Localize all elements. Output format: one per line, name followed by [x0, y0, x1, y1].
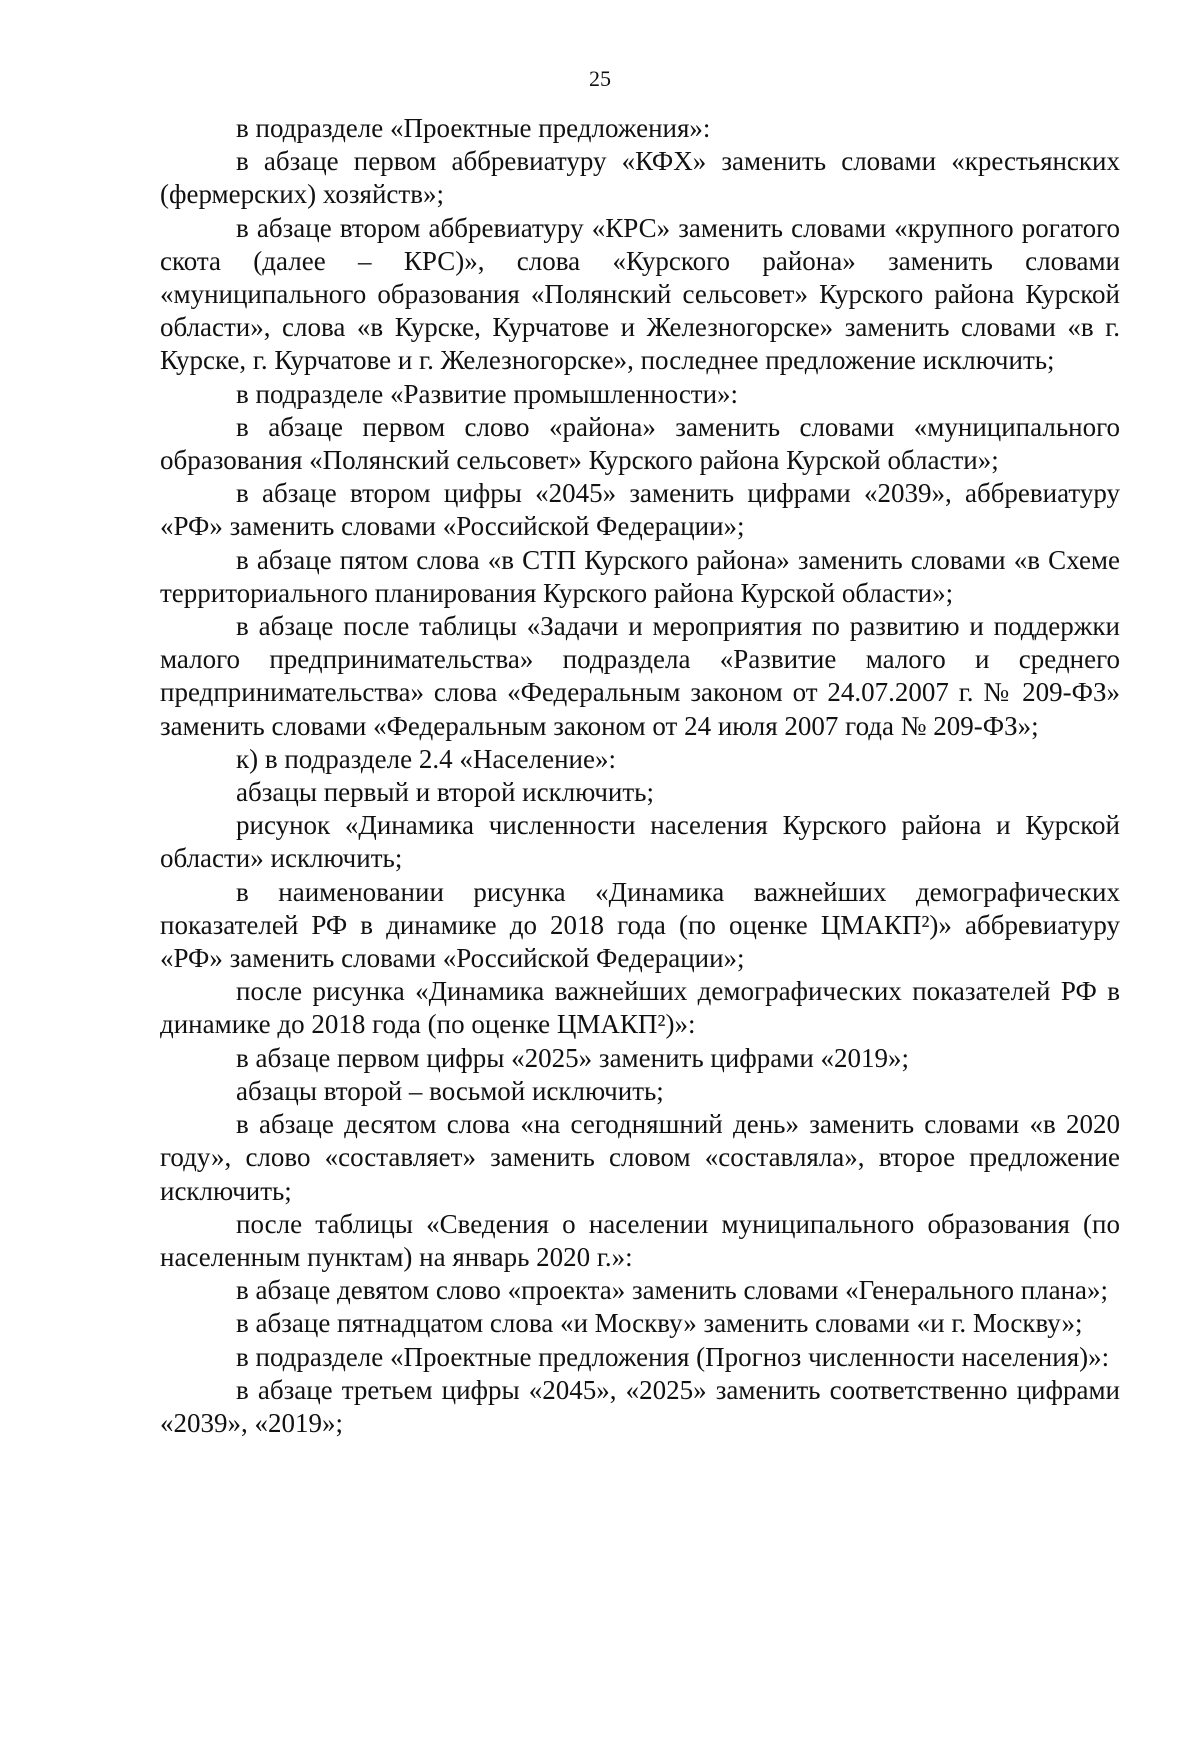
- paragraph: в подразделе «Развитие промышленности»:: [236, 378, 739, 409]
- paragraph: в абзаце пятнадцатом слова «и Москву» заменить словами «и г. Москву»;: [236, 1308, 1083, 1339]
- page-number: 25: [589, 66, 611, 91]
- paragraph: в подразделе «Проектные предложения (Прогноз численности населения)»:: [236, 1341, 1110, 1372]
- paragraph: абзацы первый и второй исключить;: [236, 777, 654, 808]
- paragraph: в абзаце девятом слово «проекта» заменить словами «Генерального плана»;: [236, 1275, 1109, 1306]
- paragraph: в абзаце третьем цифры «2045», «2025» заменить соответственно цифрами «2039», «2019»;: [160, 1374, 1120, 1438]
- document-body: [160, 112, 1120, 1440]
- paragraph: после таблицы «Сведения о населении муниципального образования (по населенным пунктам) на январь 2020 г.»:: [160, 1208, 1120, 1272]
- paragraph: в абзаце пятом слова «в СТП Курского района» заменить словами «в Схеме территориального планирования Курского района Курской области»;: [160, 544, 1120, 608]
- paragraph: в абзаце первом цифры «2025» заменить цифрами «2019»;: [236, 1042, 910, 1073]
- paragraph: в абзаце первом аббревиатуру «КФХ» заменить словами «крестьянских (фермерских) хозяйств»;: [160, 146, 1120, 210]
- paragraph: в абзаце втором аббревиатуру «КРС» заменить словами «крупного рогатого скота (далее – КРС)», слова «Курского района» заменить словами «муниципального образования «Полянский сельсовет» Курского района Курской области», слова «в Курске, Курчатове и Железногорске» заменить словами «в г. Курске, г. Курчатове и г. Железногорске», последнее предложение исключить;: [160, 212, 1120, 376]
- paragraph: в подразделе «Проектные предложения»:: [236, 113, 711, 143]
- paragraph: в наименовании рисунка «Динамика важнейших демографических показателей РФ в динамике до 2018 года (по оценке ЦМАКП²)» аббревиатуру «РФ» заменить словами «Российской Федерации»;: [160, 876, 1120, 974]
- paragraph: абзацы второй – восьмой исключить;: [236, 1075, 664, 1106]
- paragraph: в абзаце втором цифры «2045» заменить цифрами «2039», аббревиатуру «РФ» заменить словами «Российской Федерации»;: [160, 478, 1120, 542]
- paragraph: в абзаце после таблицы «Задачи и мероприятия по развитию и поддержки малого предпринимательства» подраздела «Развитие малого и среднего предпринимательства» слова «Федеральным законом от 24.07.2007 г. № 209-ФЗ» заменить словами «Федеральным законом от 24 июля 2007 года № 209-ФЗ»;: [160, 611, 1120, 741]
- paragraph: после рисунка «Динамика важнейших демографических показателей РФ в динамике до 2018 года (по оценке ЦМАКП²)»:: [160, 976, 1120, 1040]
- paragraph: рисунок «Динамика численности населения Курского района и Курской области» исключить;: [160, 810, 1120, 874]
- paragraph: в абзаце первом слово «района» заменить словами «муниципального образования «Полянский сельсовет» Курского района Курской области»;: [160, 411, 1120, 476]
- paragraph: в абзаце десятом слова «на сегодняшний день» заменить словами «в 2020 году», слово «составляет» заменить словом «составляла», второе предложение исключить;: [160, 1109, 1120, 1206]
- paragraph: к) в подразделе 2.4 «Население»:: [236, 743, 616, 774]
